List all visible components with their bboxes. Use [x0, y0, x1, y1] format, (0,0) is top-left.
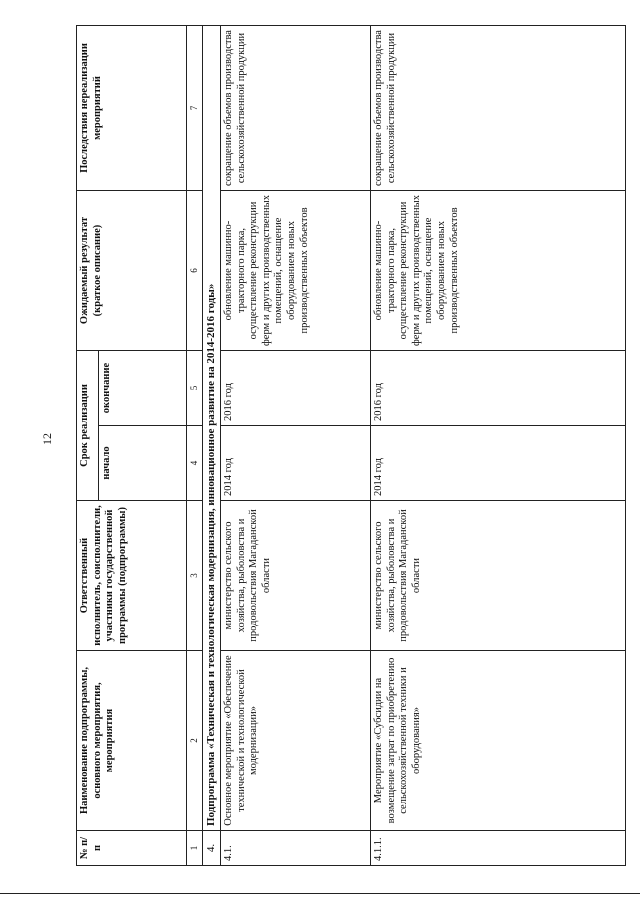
- header-name: Наименование подпрограммы, основного мероприятия, мероприятия: [77, 651, 187, 831]
- row-result: обновление машинно-тракторного парка, осуществление реконструкции ферм и других производственных помещений, оснащение оборудованием новых производственных объектов: [370, 191, 625, 351]
- header-row-1: [77, 26, 99, 866]
- column-number: 1: [187, 831, 203, 866]
- row-result: обновление машинно-тракторного парка, осуществление реконструкции ферм и других производственных помещений, оснащение оборудованием новых производственных объектов: [220, 191, 370, 351]
- row-num: 4.1.: [220, 831, 370, 866]
- header-num: № п/п: [77, 831, 187, 866]
- column-number: 2: [187, 651, 203, 831]
- subprogram-num: 4.: [202, 831, 220, 866]
- rotated-table-container: [76, 26, 626, 866]
- column-number: 4: [187, 426, 203, 501]
- table-row: [220, 26, 370, 866]
- row-start: 2014 год: [370, 426, 625, 501]
- row-name: Мероприятие «Субсидии на возмещение затрат по приобретению сельскохозяйственной техники и оборудования»: [370, 651, 625, 831]
- bottom-rule: [0, 893, 640, 894]
- activities-table: [76, 25, 626, 866]
- header-consequences: Последствия нереализации мероприятий: [77, 26, 187, 191]
- subprogram-title: Подпрограмма «Техническая и технологическая модернизация, инновационное развитие на 2014-2016 годы»: [202, 26, 220, 831]
- row-name: Основное мероприятие «Обеспечение технической и технологической модернизации»: [220, 651, 370, 831]
- row-end: 2016 год: [370, 351, 625, 426]
- subprogram-row: [202, 26, 220, 866]
- header-result: Ожидаемый результат (краткое описание): [77, 191, 187, 351]
- column-number: 3: [187, 501, 203, 651]
- page-number: 12: [40, 433, 54, 445]
- header-executor: Ответственный исполнитель, соисполнители, участники государственной программы (подпрограммы): [77, 501, 187, 651]
- header-start: начало: [99, 426, 187, 501]
- column-number: 5: [187, 351, 203, 426]
- row-consequences: сокращение объемов производства сельскохозяйственной продукции: [370, 26, 625, 191]
- column-number: 6: [187, 191, 203, 351]
- row-start: 2014 год: [220, 426, 370, 501]
- column-numbers-row: [187, 26, 203, 866]
- row-num: 4.1.1.: [370, 831, 625, 866]
- row-end: 2016 год: [220, 351, 370, 426]
- column-number: 7: [187, 26, 203, 191]
- header-period: Срок реализации: [77, 351, 99, 501]
- row-executor: министерство сельского хозяйства, рыболовства и продовольствия Магаданской области: [370, 501, 625, 651]
- row-consequences: сокращение объемов производства сельскохозяйственной продукции: [220, 26, 370, 191]
- header-end: окончание: [99, 351, 187, 426]
- row-executor: министерство сельского хозяйства, рыболовства и продовольствия Магаданской области: [220, 501, 370, 651]
- table-row: [370, 26, 625, 866]
